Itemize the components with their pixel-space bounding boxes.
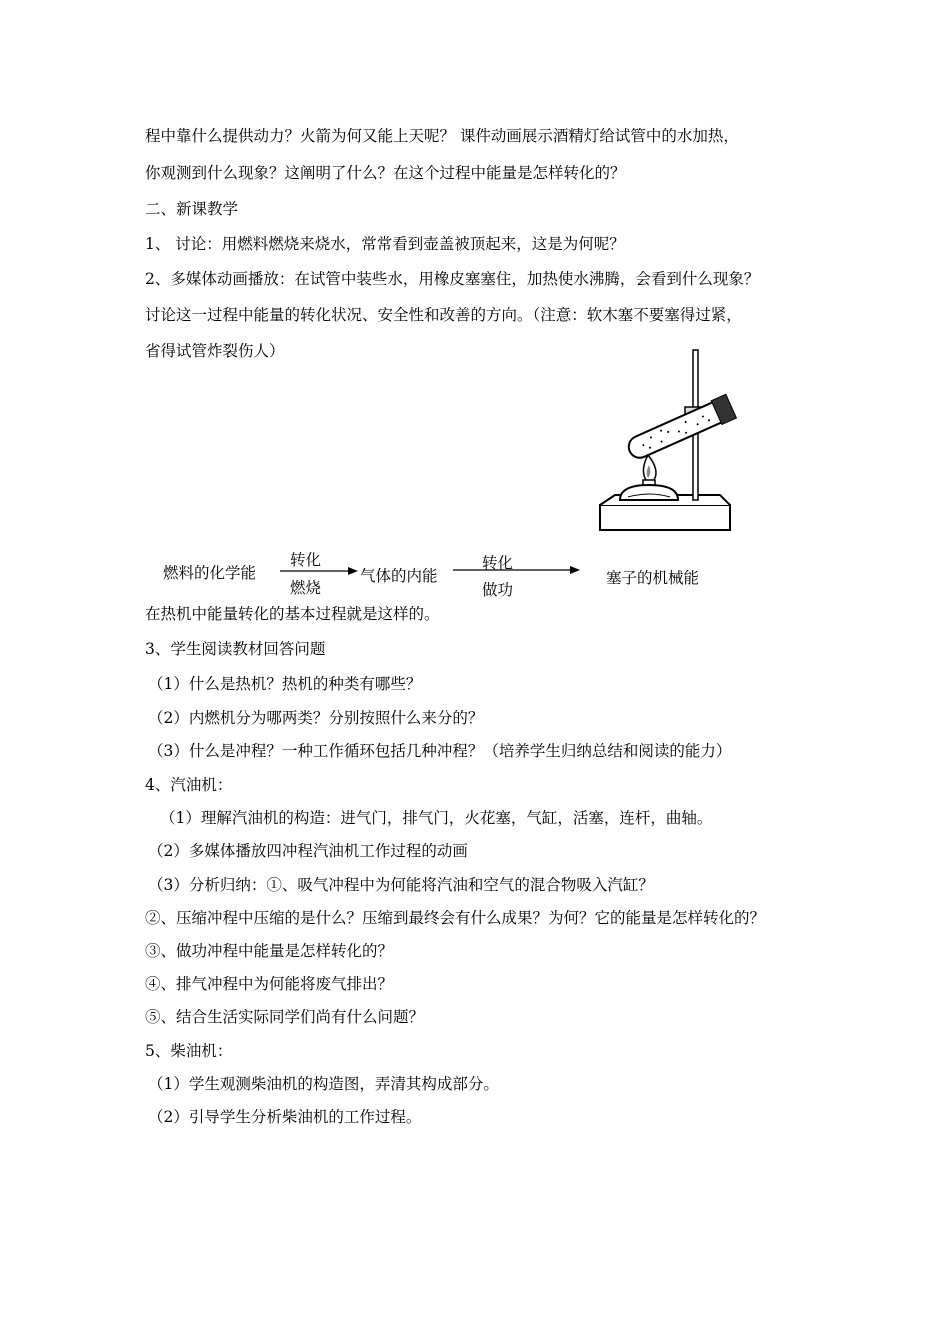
paragraph-line: 在热机中能量转化的基本过程就是这样的。 bbox=[145, 605, 440, 623]
paragraph-line: 2、多媒体动画播放：在试管中装些水，用橡皮塞塞住，加热使水沸腾，会看到什么现象？ bbox=[145, 270, 760, 288]
list-item: （1）理解汽油机的构造：进气门，排气门，火花塞，气缸，活塞，连杆，曲轴。 bbox=[160, 809, 713, 827]
section-heading: 5、柴油机： bbox=[145, 1042, 233, 1060]
flow-arrow1-top-label: 转化 bbox=[290, 551, 322, 569]
list-item: （2）多媒体播放四冲程汽油机工作过程的动画 bbox=[148, 842, 468, 860]
flow-arrow-1 bbox=[280, 567, 358, 575]
list-item: （2）内燃机分为哪两类？分别按照什么来分的？ bbox=[148, 709, 484, 727]
paragraph-line: ③、做功冲程中能量是怎样转化的？ bbox=[145, 942, 394, 960]
paragraph-line: 你观测到什么现象？这阐明了什么？在这个过程中能量是怎样转化的？ bbox=[145, 164, 626, 182]
list-item: （1）学生观测柴油机的构造图，弄清其构成部分。 bbox=[148, 1075, 499, 1093]
list-item: （2）引导学生分析柴油机的工作过程。 bbox=[148, 1108, 422, 1126]
paragraph-line: 1、 讨论：用燃料燃烧来烧水，常常看到壶盖被顶起来，这是为何呢？ bbox=[145, 235, 625, 253]
section-heading: 3、学生阅读教材回答问题 bbox=[145, 640, 326, 658]
flow-stage-chemical-energy: 燃料的化学能 bbox=[163, 564, 257, 582]
flow-arrow2-bottom-label: 做功 bbox=[482, 581, 514, 599]
list-item: （1）什么是热机？热机的种类有哪些？ bbox=[148, 675, 422, 693]
flow-stage-mechanical-energy: 塞子的机械能 bbox=[606, 569, 700, 587]
paragraph-line: 省得试管炸裂伤人） bbox=[145, 342, 285, 360]
list-item: （3）分析归纳：①、吸气冲程中为何能将汽油和空气的混合物吸入汽缸？ bbox=[148, 876, 654, 894]
section-heading: 4、汽油机： bbox=[145, 776, 233, 794]
flow-arrow1-bottom-label: 燃烧 bbox=[290, 579, 322, 597]
flow-arrow-2 bbox=[453, 566, 580, 574]
list-item: （3）什么是冲程？一种工作循环包括几种冲程？（培养学生归纳总结和阅读的能力） bbox=[148, 742, 732, 760]
flow-stage-internal-energy: 气体的内能 bbox=[360, 567, 438, 585]
paragraph-line: ⑤、结合生活实际同学们尚有什么问题？ bbox=[145, 1008, 425, 1026]
paragraph-line: 程中靠什么提供动力？火箭为何又能上天呢？ 课件动画展示酒精灯给试管中的水加热， bbox=[145, 127, 739, 145]
paragraph-line: 讨论这一过程中能量的转化状况、安全性和改善的方向。（注意：软木塞不要塞得过紧， bbox=[145, 306, 742, 324]
paragraph-line: ②、压缩冲程中压缩的是什么？压缩到最终会有什么成果？为何？它的能量是怎样转化的？ bbox=[145, 909, 766, 927]
flow-arrow2-top-label: 转化 bbox=[482, 554, 514, 572]
paragraph-line: ④、排气冲程中为何能将废气排出？ bbox=[145, 975, 394, 993]
section-heading: 二、新课教学 bbox=[145, 200, 239, 218]
